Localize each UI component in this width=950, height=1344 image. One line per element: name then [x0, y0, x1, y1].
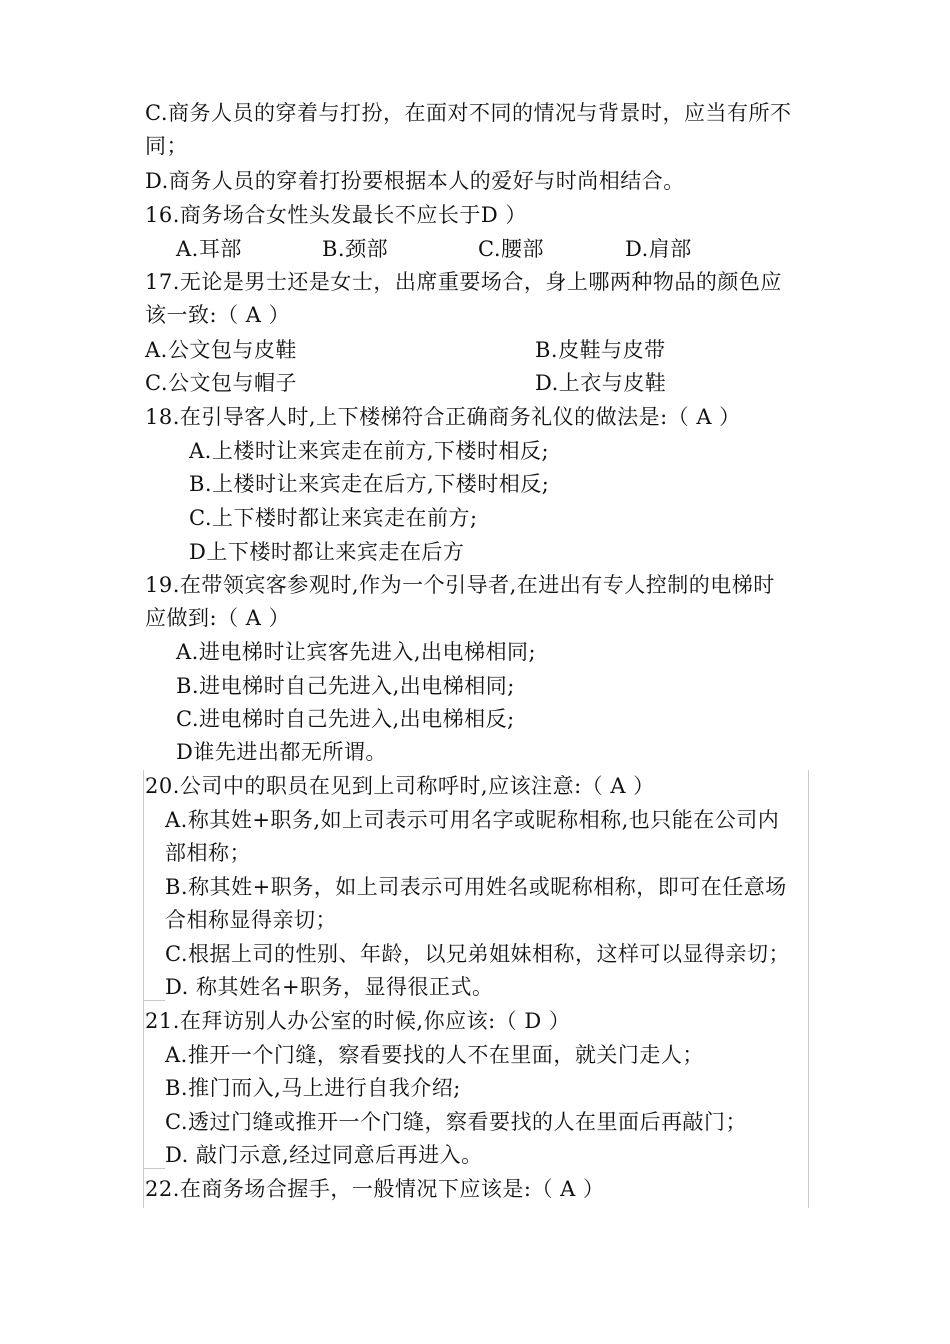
option-line: A.进电梯时让宾客先进入,出电梯相同;: [176, 640, 537, 664]
option-line: B.皮鞋与皮带: [535, 338, 666, 362]
option-line: D.商务人员的穿着打扮要根据本人的爱好与时尚相结合。: [145, 169, 685, 193]
option-line: B.颈部: [322, 237, 389, 261]
option-line: C.透过门缝或推开一个门缝，察看要找的人在里面后再敲门；: [165, 1110, 747, 1134]
option-line: D上下楼时都让来宾走在后方: [189, 540, 465, 564]
question-17: 17.无论是男士还是女士，出席重要场合，身上哪两种物品的颜色应: [145, 270, 782, 294]
option-line: C.上下楼时都让来宾走在前方;: [189, 506, 478, 530]
option-line: C.腰部: [478, 237, 544, 261]
option-line: A.推开一个门缝，察看要找的人不在里面，就关门走人；: [165, 1043, 704, 1067]
option-line: D. 称其姓名+职务，显得很正式。: [165, 975, 494, 999]
option-line: A.称其姓+职务,如上司表示可用名字或昵称相称,也只能在公司内: [165, 808, 780, 832]
question-21: 21.在拜访别人办公室的时候,你应该:（ D ）: [145, 1009, 571, 1033]
option-line: 部相称；: [165, 841, 251, 865]
option-line: C.商务人员的穿着与打扮，在面对不同的情况与背景时，应当有所不: [145, 101, 792, 125]
question-19-cont: 应做到:（ A ）: [145, 606, 291, 630]
option-line: C.根据上司的性别、年龄，以兄弟姐妹相称，这样可以显得亲切；: [165, 942, 790, 966]
option-line: B.进电梯时自己先进入,出电梯相同;: [176, 674, 515, 698]
option-line: 合相称显得亲切；: [165, 908, 337, 932]
question-18: 18.在引导客人时,上下楼梯符合正确商务礼仪的做法是:（ A ）: [145, 405, 741, 429]
option-line: C.进电梯时自己先进入,出电梯相反;: [176, 707, 515, 731]
question-22: 22.在商务场合握手，一般情况下应该是:（ A ）: [145, 1177, 605, 1201]
option-line: D谁先进出都无所谓。: [176, 740, 387, 764]
option-line: D.肩部: [625, 237, 692, 261]
question-19: 19.在带领宾客参观时,作为一个引导者,在进出有专人控制的电梯时: [145, 573, 775, 597]
question-17-cont: 该一致:（ A ）: [145, 303, 291, 327]
option-line: 同；: [145, 134, 188, 158]
option-line: A.耳部: [176, 237, 242, 261]
option-line: D. 敲门示意,经过同意后再进入。: [165, 1143, 483, 1167]
option-line: A.公文包与皮鞋: [145, 338, 297, 362]
option-line: A.上楼时让来宾走在前方,下楼时相反;: [189, 439, 550, 463]
option-line: C.公文包与帽子: [145, 371, 297, 395]
question-20: 20.公司中的职员在见到上司称呼时,应该注意:（ A ）: [145, 774, 655, 798]
question-16: 16.商务场合女性头发最长不应长于D ）: [145, 203, 527, 227]
option-line: B.推门而入,马上进行自我介绍;: [165, 1076, 461, 1100]
option-line: B.称其姓+职务，如上司表示可用姓名或昵称相称，即可在任意场: [165, 875, 787, 899]
option-line: D.上衣与皮鞋: [535, 371, 667, 395]
option-line: B.上楼时让来宾走在后方,下楼时相反;: [189, 472, 550, 496]
